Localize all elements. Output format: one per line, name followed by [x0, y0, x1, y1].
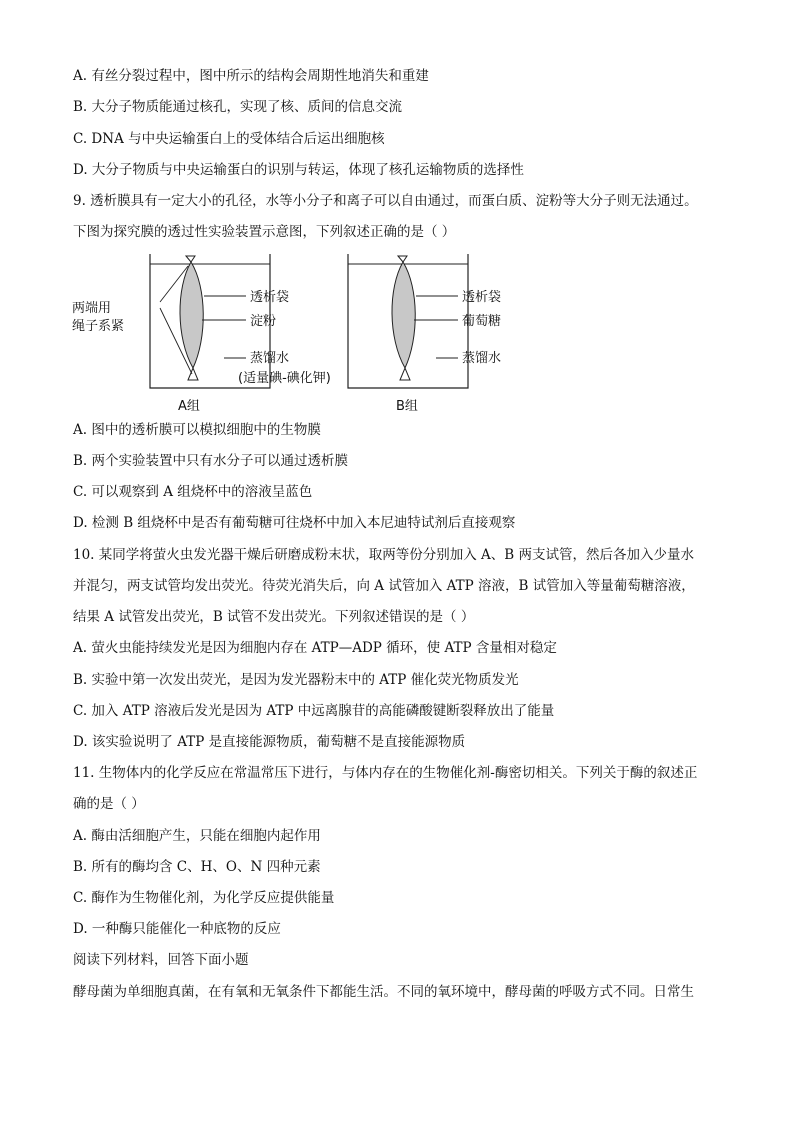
q10-option-c: C. 加入 ATP 溶液后发光是因为 ATP 中远离腺苷的高能磷酸键断裂释放出了能量 — [73, 703, 555, 719]
label-a-iodine: (适量碘-碘化钾) — [238, 371, 331, 386]
q9-option-b: B. 两个实验装置中只有水分子可以通过透析膜 — [73, 453, 349, 469]
label-both-ends-tied-1: 两端用 — [72, 301, 112, 316]
q11-option-c: C. 酶作为生物催化剂，为化学反应提供能量 — [73, 890, 335, 906]
q8-option-c: C. DNA 与中央运输蛋白上的受体结合后运出细胞核 — [73, 131, 385, 147]
label-b-glucose: 葡萄糖 — [462, 314, 502, 329]
q11-option-b: B. 所有的酶均含 C、H、O、N 四种元素 — [73, 859, 321, 875]
q8-option-b: B. 大分子物质能通过核孔，实现了核、质间的信息交流 — [73, 99, 403, 115]
label-a-distilled-water: 蒸馏水 — [250, 351, 290, 366]
q10-option-d: D. 该实验说明了 ATP 是直接能源物质，葡萄糖不是直接能源物质 — [73, 734, 466, 750]
label-group-a: A组 — [178, 399, 200, 414]
q8-option-a: A. 有丝分裂过程中，图中所示的结构会周期性地消失和重建 — [73, 68, 429, 84]
q9-option-a: A. 图中的透析膜可以模拟细胞中的生物膜 — [73, 422, 321, 438]
dialysis-experiment-figure — [64, 248, 524, 416]
q11-option-a: A. 酶由活细胞产生，只能在细胞内起作用 — [73, 828, 321, 844]
q11-option-d: D. 一种酶只能催化一种底物的反应 — [73, 921, 281, 937]
q9-stem-line2: 下图为探究膜的透过性实验装置示意图，下列叙述正确的是（ ） — [73, 224, 456, 240]
q9-stem-line1: 9. 透析膜具有一定大小的孔径，水等小分子和离子可以自由通过，而蛋白质、淀粉等大分子则无法通过。 — [73, 193, 698, 209]
q11-stem-line2: 确的是（ ） — [73, 796, 145, 812]
q10-stem-line2: 并混匀，两支试管均发出荧光。待荧光消失后，向 A 试管加入 ATP 溶液，B 试管加入等量葡萄糖溶液， — [73, 578, 695, 594]
q8-option-d: D. 大分子物质与中央运输蛋白的识别与转运，体现了核孔运输物质的选择性 — [73, 162, 524, 178]
reading-text: 酵母菌为单细胞真菌，在有氧和无氧条件下都能生活。不同的氧环境中，酵母菌的呼吸方式不同。日常生 — [73, 984, 694, 1000]
label-both-ends-tied-2: 绳子系紧 — [72, 319, 125, 334]
reading-intro: 阅读下列材料，回答下面小题 — [73, 952, 249, 968]
label-a-dialysis-bag: 透析袋 — [250, 290, 290, 305]
q10-stem-line3: 结果 A 试管发出荧光，B 试管不发出荧光。下列叙述错误的是（ ） — [73, 609, 475, 625]
q10-option-b: B. 实验中第一次发出荧光，是因为发光器粉末中的 ATP 催化荧光物质发光 — [73, 672, 519, 688]
q10-option-a: A. 萤火虫能持续发光是因为细胞内存在 ATP—ADP 循环，使 ATP 含量相对稳定 — [73, 640, 557, 656]
label-b-dialysis-bag: 透析袋 — [462, 290, 502, 305]
label-group-b: B组 — [396, 399, 418, 414]
q11-stem-line1: 11. 生物体内的化学反应在常温常压下进行，与体内存在的生物催化剂-酶密切相关。下列关于酶的叙述正 — [73, 765, 698, 781]
label-b-distilled-water: 蒸馏水 — [462, 351, 502, 366]
q9-option-c: C. 可以观察到 A 组烧杯中的溶液呈蓝色 — [73, 484, 313, 500]
q10-stem-line1: 10. 某同学将萤火虫发光器干燥后研磨成粉末状，取两等份分别加入 A、B 两支试管，然后各加入少量水 — [73, 547, 695, 563]
beaker-b — [348, 254, 468, 388]
q9-option-d: D. 检测 B 组烧杯中是否有葡萄糖可往烧杯中加入本尼迪特试剂后直接观察 — [73, 515, 516, 531]
label-a-starch: 淀粉 — [250, 314, 277, 329]
